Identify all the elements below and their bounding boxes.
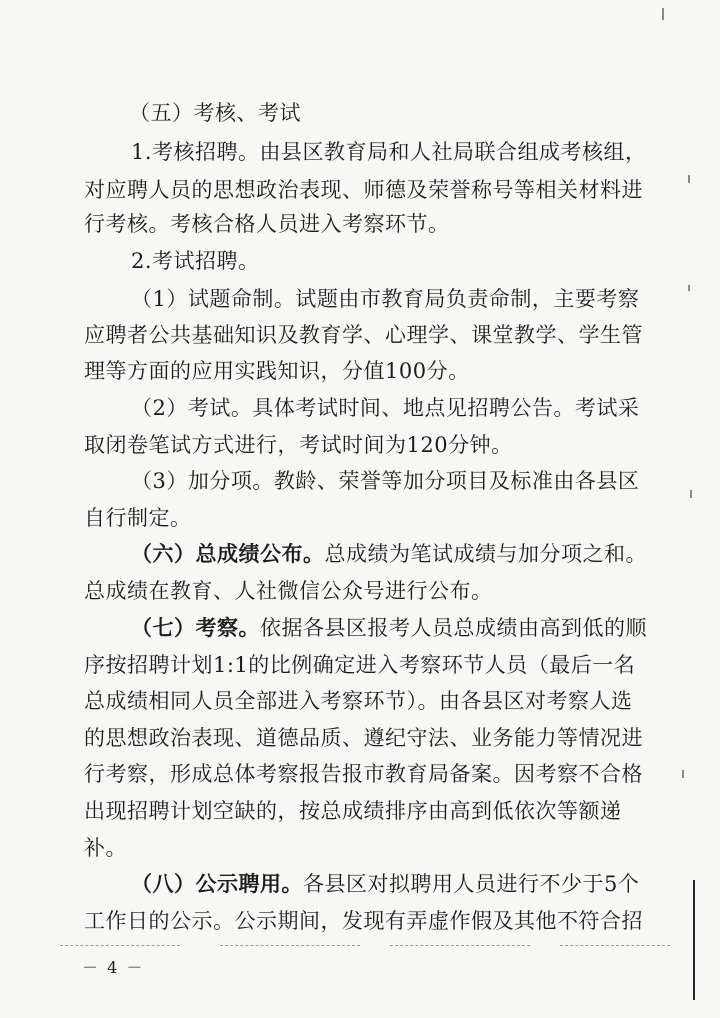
paragraph-line: 总成绩在教育、人社微信公众号进行公布。 xyxy=(84,579,493,603)
page-number: － 4 － xyxy=(82,958,145,977)
paragraph-line: 序按招聘计划1:1的比例确定进入考察环节人员（最后一名 xyxy=(84,653,636,677)
section-seven-title: （七）考察。 xyxy=(131,615,260,640)
section-eight-title: （八）公示聘用。 xyxy=(131,871,303,896)
scan-mark xyxy=(688,175,690,183)
paragraph-line: （2）考试。具体考试时间、地点见招聘公告。考试采 xyxy=(131,396,640,420)
section-six-text: 总成绩为笔试成绩与加分项之和。 xyxy=(324,542,647,566)
scan-mark xyxy=(690,490,692,498)
section-seven-line xyxy=(131,616,647,640)
scan-mark xyxy=(662,8,664,20)
paragraph-line: 补。 xyxy=(84,836,127,860)
paragraph-line: （3）加分项。教龄、荣誉等加分项目及标准由各县区 xyxy=(131,469,640,493)
paragraph-line: 出现招聘计划空缺的，按总成绩排序由高到低依次等额递 xyxy=(84,799,622,823)
scan-dash xyxy=(60,945,180,947)
section-seven-text: 依据各县区报考人员总成绩由高到低的顺 xyxy=(260,616,647,640)
paragraph-line: 自行制定。 xyxy=(84,506,192,530)
scan-mark xyxy=(688,285,690,291)
scan-mark xyxy=(682,770,684,778)
section-eight-text: 各县区对拟聘用人员进行不少于5个 xyxy=(303,872,640,896)
scan-edge xyxy=(693,880,695,1000)
paragraph-line: 取闭卷笔试方式进行，考试时间为120分钟。 xyxy=(84,433,513,457)
paragraph-line: （1）试题命制。试题由市教育局负责命制，主要考察 xyxy=(131,287,640,311)
paragraph-line: 理等方面的应用实践知识，分值100分。 xyxy=(84,359,470,383)
paragraph-line: 总成绩相同人员全部进入考察环节）。由各县区对考察人选 xyxy=(84,689,633,713)
paragraph-line: 工作日的公示。公示期间，发现有弄虚作假及其他不符合招 xyxy=(84,909,643,933)
paragraph-line: 应聘者公共基础知识及教育学、心理学、课堂教学、学生管 xyxy=(84,323,643,347)
scan-dash xyxy=(220,945,360,947)
paragraph-line: 2.考试招聘。 xyxy=(131,249,260,273)
paragraph-line: 的思想政治表现、道德品质、遵纪守法、业务能力等情况进 xyxy=(84,726,643,750)
section-six-title: （六）总成绩公布。 xyxy=(131,541,325,566)
scan-dash xyxy=(390,945,530,947)
section-six-line xyxy=(131,542,647,566)
paragraph-line: 对应聘人员的思想政治表现、师德及荣誉称号等相关材料进 xyxy=(84,178,643,202)
scan-dash xyxy=(560,945,670,947)
paragraph-line: 行考核。考核合格人员进入考察环节。 xyxy=(84,212,450,236)
section-five-heading: （五）考核、考试 xyxy=(129,101,301,125)
paragraph-line: 行考察，形成总体考察报告报市教育局备案。因考察不合格 xyxy=(84,762,643,786)
paragraph-line: 1.考核招聘。由县区教育局和人社局联合组成考核组， xyxy=(131,140,647,164)
section-eight-line xyxy=(131,872,639,896)
